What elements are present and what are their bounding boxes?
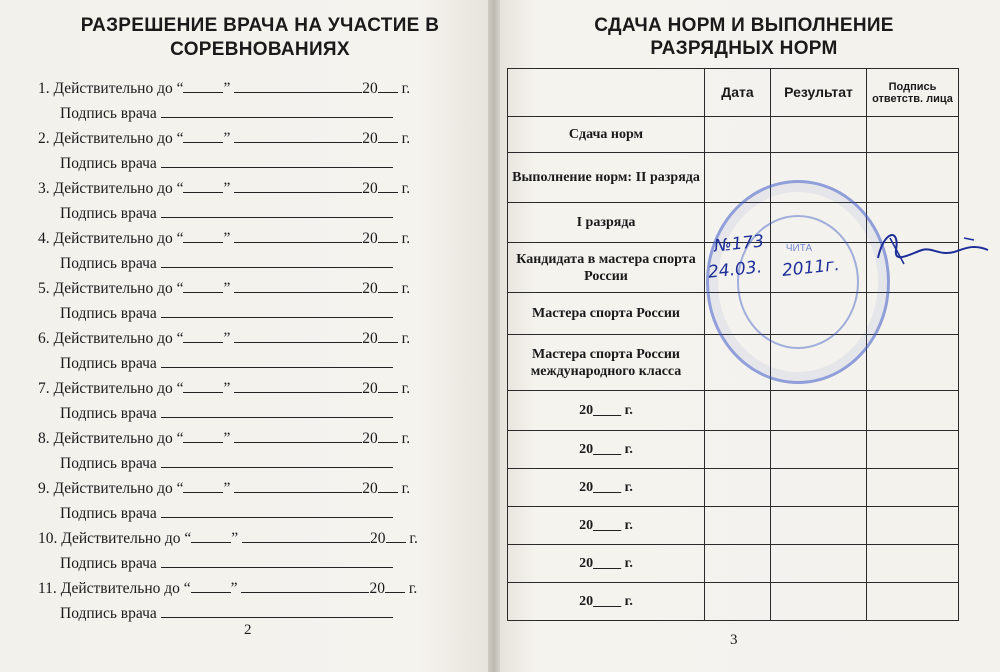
month-blank[interactable]	[234, 330, 362, 343]
quote-open: “	[176, 330, 184, 347]
year-prefix: 20	[362, 280, 378, 297]
norms-result-cell[interactable]	[771, 469, 867, 507]
norms-row	[508, 545, 959, 583]
month-blank[interactable]	[234, 380, 362, 393]
year-suffix: г.	[401, 380, 411, 397]
doctor-signature-line	[60, 605, 393, 623]
quote-open: “	[176, 230, 184, 247]
signature-blank[interactable]	[161, 555, 393, 568]
year-blank[interactable]	[385, 580, 405, 593]
norms-category-cell: Кандидата в мастера спорта России	[508, 243, 705, 293]
norms-date-cell[interactable]	[705, 545, 771, 583]
handwritten-date: 24.03.	[707, 257, 763, 283]
year-suffix: г.	[401, 180, 411, 197]
valid-until-line	[38, 530, 418, 548]
norms-result-cell[interactable]	[771, 545, 867, 583]
quote-close: ”	[223, 330, 231, 347]
year-blank[interactable]	[378, 230, 398, 243]
norms-result-cell[interactable]	[771, 203, 867, 243]
day-blank[interactable]	[183, 280, 223, 293]
entry-number: 7.	[38, 380, 50, 397]
valid-until-line	[38, 430, 410, 448]
norms-header-date: Дата	[705, 69, 771, 117]
year-prefix: 20	[362, 330, 378, 347]
year-prefix: 20	[362, 180, 378, 197]
norms-date-cell[interactable]	[705, 391, 771, 431]
day-blank[interactable]	[183, 480, 223, 493]
doctor-signature-line	[60, 155, 393, 173]
handwritten-signature	[870, 220, 995, 280]
norms-header-result: Результат	[771, 69, 867, 117]
signature-blank[interactable]	[161, 355, 393, 368]
quote-open: “	[184, 530, 192, 547]
norms-signature-cell[interactable]	[867, 507, 959, 545]
handwritten-number: №173	[713, 231, 766, 257]
quote-open: “	[176, 280, 184, 297]
valid-until-line	[38, 130, 410, 148]
norms-signature-cell[interactable]	[867, 431, 959, 469]
book-spine	[488, 0, 500, 672]
valid-until-label: Действительно до	[53, 230, 173, 247]
valid-until-label: Действительно до	[53, 180, 173, 197]
norms-result-cell[interactable]	[771, 293, 867, 335]
valid-until-line	[38, 380, 410, 398]
signature-label: Подпись врача	[60, 255, 157, 272]
entry-number: 3.	[38, 180, 50, 197]
norms-result-cell[interactable]	[771, 335, 867, 391]
norms-result-cell[interactable]	[771, 391, 867, 431]
stamp-text: ЧИТА	[785, 243, 813, 254]
signature-label: Подпись врача	[60, 455, 157, 472]
valid-until-line	[38, 330, 410, 348]
day-blank[interactable]	[183, 330, 223, 343]
norms-category-cell: 20____ г.	[508, 545, 705, 583]
entry-number: 1.	[38, 80, 50, 97]
doctor-signature-line	[60, 355, 393, 373]
valid-until-line	[38, 580, 417, 598]
signature-label: Подпись врача	[60, 605, 157, 622]
year-prefix: 20	[362, 80, 378, 97]
year-blank[interactable]	[378, 130, 398, 143]
quote-close: ”	[230, 580, 238, 597]
norms-result-cell[interactable]	[771, 153, 867, 203]
year-blank[interactable]	[378, 480, 398, 493]
norms-row	[508, 469, 959, 507]
signature-blank[interactable]	[161, 505, 393, 518]
entry-number: 11.	[38, 580, 57, 597]
norms-row	[508, 293, 959, 335]
doctor-signature-line	[60, 205, 393, 223]
valid-until-label: Действительно до	[53, 330, 173, 347]
norms-signature-cell[interactable]	[867, 293, 959, 335]
year-suffix: г.	[401, 330, 411, 347]
year-prefix: 20	[362, 480, 378, 497]
doctor-signature-line	[60, 405, 393, 423]
valid-until-line	[38, 480, 410, 498]
left-page-title: РАЗРЕШЕНИЕ ВРАЧА НА УЧАСТИЕ В СОРЕВНОВАНИЯХ	[80, 15, 440, 60]
norms-signature-cell[interactable]	[867, 545, 959, 583]
norms-category-cell: Выполнение норм: II разряда	[508, 153, 705, 203]
day-blank[interactable]	[191, 530, 231, 543]
year-suffix: г.	[409, 530, 418, 547]
year-suffix: г.	[401, 230, 411, 247]
valid-until-label: Действительно до	[60, 580, 180, 597]
day-blank[interactable]	[183, 230, 223, 243]
signature-label: Подпись врача	[60, 355, 157, 372]
year-prefix: 20	[362, 130, 378, 147]
quote-open: “	[176, 80, 184, 97]
signature-blank[interactable]	[161, 105, 393, 118]
quote-close: ”	[223, 280, 231, 297]
year-suffix: г.	[401, 480, 411, 497]
entry-number: 4.	[38, 230, 50, 247]
doctor-signature-line	[60, 555, 393, 573]
year-suffix: г.	[401, 280, 411, 297]
norms-date-cell[interactable]	[705, 117, 771, 153]
valid-until-label: Действительно до	[61, 530, 181, 547]
quote-close: ”	[223, 230, 231, 247]
handwritten-year: 2011г.	[781, 255, 841, 281]
year-prefix: 20	[370, 530, 386, 547]
signature-blank[interactable]	[161, 605, 393, 618]
quote-close: ”	[223, 130, 231, 147]
quote-open: “	[176, 180, 184, 197]
norms-signature-cell[interactable]	[867, 153, 959, 203]
norms-category-cell: 20____ г.	[508, 583, 705, 621]
year-prefix: 20	[362, 430, 378, 447]
valid-until-label: Действительно до	[53, 130, 173, 147]
month-blank[interactable]	[234, 180, 362, 193]
norms-header-category	[508, 69, 705, 117]
day-blank[interactable]	[183, 430, 223, 443]
entry-number: 9.	[38, 480, 50, 497]
doctor-signature-line	[60, 505, 393, 523]
valid-until-line	[38, 80, 410, 98]
norms-date-cell[interactable]	[705, 431, 771, 469]
month-blank[interactable]	[242, 530, 370, 543]
norms-row	[508, 391, 959, 431]
norms-row	[508, 431, 959, 469]
quote-open: “	[176, 130, 184, 147]
year-blank[interactable]	[378, 380, 398, 393]
norms-header-signature: Подпись ответств. лица	[867, 69, 959, 117]
month-blank[interactable]	[234, 130, 362, 143]
quote-close: ”	[223, 80, 231, 97]
norms-result-cell[interactable]	[771, 431, 867, 469]
entry-number: 2.	[38, 130, 50, 147]
valid-until-label: Действительно до	[53, 480, 173, 497]
norms-category-cell: Сдача норм	[508, 117, 705, 153]
norms-date-cell[interactable]	[705, 469, 771, 507]
signature-blank[interactable]	[161, 405, 393, 418]
quote-open: “	[176, 430, 184, 447]
valid-until-line	[38, 180, 410, 198]
quote-close: ”	[223, 480, 231, 497]
norms-result-cell[interactable]	[771, 507, 867, 545]
valid-until-label: Действительно до	[53, 280, 173, 297]
year-blank[interactable]	[386, 530, 406, 543]
norms-category-cell: Мастера спорта России	[508, 293, 705, 335]
norms-row	[508, 117, 959, 153]
doctor-signature-line	[60, 255, 393, 273]
norms-row	[508, 583, 959, 621]
valid-until-label: Действительно до	[53, 430, 173, 447]
day-blank[interactable]	[183, 80, 223, 93]
year-blank[interactable]	[378, 180, 398, 193]
year-blank[interactable]	[378, 80, 398, 93]
norms-category-cell: 20____ г.	[508, 431, 705, 469]
entry-number: 6.	[38, 330, 50, 347]
norms-category-cell: 20____ г.	[508, 507, 705, 545]
valid-until-line	[38, 280, 410, 298]
year-blank[interactable]	[378, 330, 398, 343]
norms-date-cell[interactable]	[705, 335, 771, 391]
doctor-signature-line	[60, 455, 393, 473]
month-blank[interactable]	[234, 80, 362, 93]
norms-date-cell[interactable]	[705, 153, 771, 203]
month-blank[interactable]	[234, 280, 362, 293]
page-number-right: 3	[730, 632, 738, 648]
signature-label: Подпись врача	[60, 105, 157, 122]
norms-date-cell[interactable]	[705, 583, 771, 621]
norms-row	[508, 507, 959, 545]
year-prefix: 20	[369, 580, 385, 597]
norms-signature-cell[interactable]	[867, 469, 959, 507]
doctor-signature-line	[60, 305, 393, 323]
norms-signature-cell[interactable]	[867, 117, 959, 153]
month-blank[interactable]	[241, 580, 369, 593]
quote-open: “	[176, 480, 184, 497]
signature-label: Подпись врача	[60, 205, 157, 222]
year-blank[interactable]	[378, 280, 398, 293]
norms-category-cell: 20____ г.	[508, 469, 705, 507]
month-blank[interactable]	[234, 430, 362, 443]
year-suffix: г.	[401, 130, 411, 147]
signature-label: Подпись врача	[60, 305, 157, 322]
valid-until-line	[38, 230, 410, 248]
quote-open: “	[176, 380, 184, 397]
signature-blank[interactable]	[161, 255, 393, 268]
day-blank[interactable]	[183, 380, 223, 393]
signature-blank[interactable]	[161, 305, 393, 318]
right-page-title: СДАЧА НОРМ И ВЫПОЛНЕНИЕ РАЗРЯДНЫХ НОРМ	[594, 15, 894, 59]
norms-category-cell: Мастера спорта России международного класса	[508, 335, 705, 391]
norms-category-cell: I разряда	[508, 203, 705, 243]
quote-open: “	[183, 580, 191, 597]
day-blank[interactable]	[183, 130, 223, 143]
norms-category-cell: 20____ г.	[508, 391, 705, 431]
norms-date-cell[interactable]	[705, 507, 771, 545]
valid-until-label: Действительно до	[53, 80, 173, 97]
signature-label: Подпись врача	[60, 405, 157, 422]
signature-label: Подпись врача	[60, 505, 157, 522]
norms-header-row	[508, 69, 959, 117]
year-blank[interactable]	[378, 430, 398, 443]
quote-close: ”	[223, 430, 231, 447]
month-blank[interactable]	[234, 480, 362, 493]
signature-label: Подпись врача	[60, 155, 157, 172]
norms-signature-cell[interactable]	[867, 583, 959, 621]
norms-row	[508, 153, 959, 203]
entry-number: 5.	[38, 280, 50, 297]
valid-until-label: Действительно до	[53, 380, 173, 397]
signature-blank[interactable]	[161, 455, 393, 468]
year-suffix: г.	[401, 430, 411, 447]
quote-close: ”	[223, 180, 231, 197]
norms-table	[507, 68, 959, 621]
norms-signature-cell[interactable]	[867, 335, 959, 391]
signature-label: Подпись врача	[60, 555, 157, 572]
year-suffix: г.	[408, 580, 418, 597]
norms-signature-cell[interactable]	[867, 391, 959, 431]
signature-blank[interactable]	[161, 205, 393, 218]
entry-number: 8.	[38, 430, 50, 447]
quote-close: ”	[223, 380, 231, 397]
norms-row	[508, 335, 959, 391]
year-prefix: 20	[362, 380, 378, 397]
quote-close: ”	[231, 530, 239, 547]
day-blank[interactable]	[183, 180, 223, 193]
doctor-signature-line	[60, 105, 393, 123]
norms-result-cell[interactable]	[771, 583, 867, 621]
entry-number: 10.	[38, 530, 58, 547]
month-blank[interactable]	[234, 230, 362, 243]
signature-blank[interactable]	[161, 155, 393, 168]
norms-date-cell[interactable]	[705, 293, 771, 335]
page-number-left: 2	[244, 622, 252, 638]
year-suffix: г.	[401, 80, 411, 97]
year-prefix: 20	[362, 230, 378, 247]
day-blank[interactable]	[191, 580, 231, 593]
norms-result-cell[interactable]	[771, 117, 867, 153]
